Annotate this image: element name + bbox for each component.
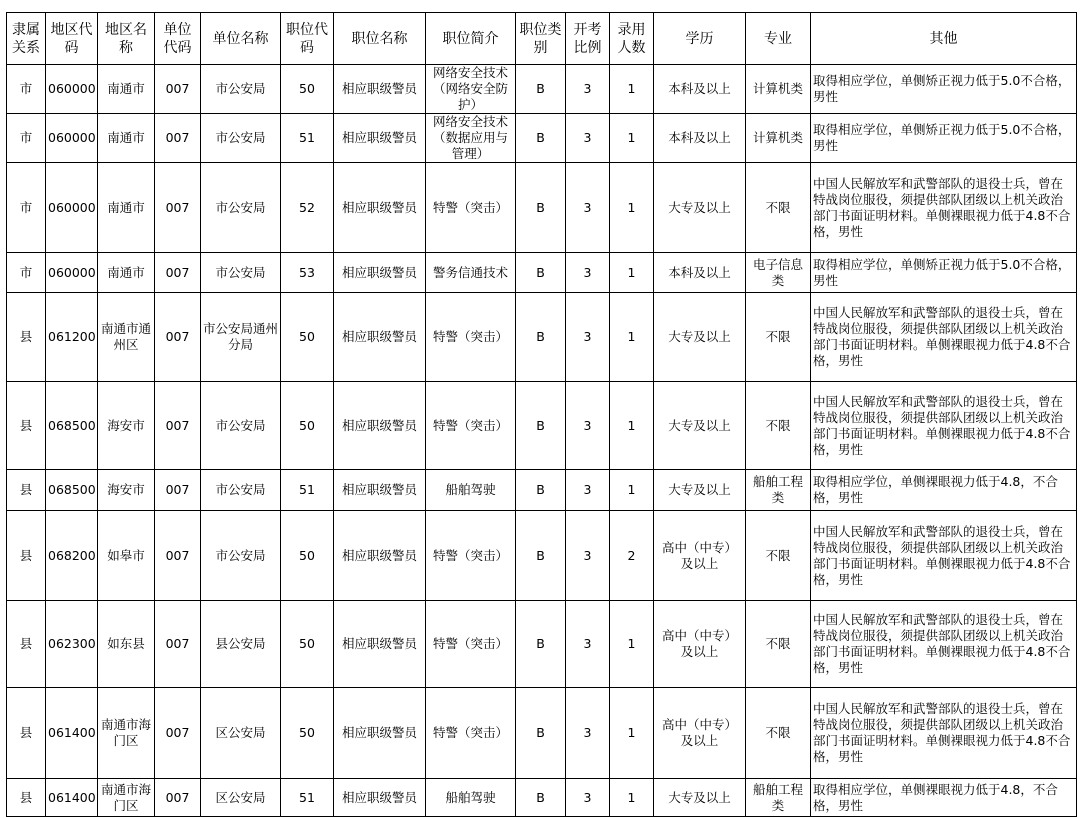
cell-unit-code: 007 <box>155 688 201 779</box>
cell-exam-ratio: 3 <box>566 601 610 688</box>
table-row <box>7 65 1077 114</box>
cell-region-code: 061400 <box>46 688 98 779</box>
cell-exam-ratio: 3 <box>566 688 610 779</box>
cell-other: 中国人民解放军和武警部队的退役士兵，曾在特战岗位服役，须提供部队团级以上机关政治部门书面证明材料。单侧裸眼视力低于4.8不合格，男性 <box>811 511 1077 601</box>
table-row <box>7 382 1077 470</box>
cell-description: 网络安全技术（网络安全防护） <box>426 65 516 114</box>
cell-education: 高中（中专）及以上 <box>654 511 746 601</box>
cell-region-code: 062300 <box>46 601 98 688</box>
header-affiliation: 隶属关系 <box>7 13 46 65</box>
cell-other: 中国人民解放军和武警部队的退役士兵，曾在特战岗位服役，须提供部队团级以上机关政治部门书面证明材料。单侧裸眼视力低于4.8不合格，男性 <box>811 688 1077 779</box>
header-region-name: 地区名称 <box>98 13 155 65</box>
cell-description: 船舶驾驶 <box>426 779 516 817</box>
cell-major: 不限 <box>746 293 811 382</box>
cell-position-name: 相应职级警员 <box>334 511 426 601</box>
cell-description: 警务信通技术 <box>426 253 516 293</box>
cell-hires: 1 <box>610 163 654 253</box>
cell-hires: 1 <box>610 293 654 382</box>
cell-major: 不限 <box>746 511 811 601</box>
cell-affiliation: 市 <box>7 114 46 163</box>
recruitment-table <box>6 12 1077 817</box>
cell-region-name: 南通市海门区 <box>98 688 155 779</box>
cell-region-code: 068500 <box>46 470 98 511</box>
cell-exam-ratio: 3 <box>566 470 610 511</box>
cell-major: 计算机类 <box>746 114 811 163</box>
cell-position-code: 51 <box>281 470 334 511</box>
cell-unit-code: 007 <box>155 601 201 688</box>
header-exam-ratio: 开考比例 <box>566 13 610 65</box>
cell-unit-code: 007 <box>155 382 201 470</box>
cell-hires: 1 <box>610 601 654 688</box>
table-row <box>7 470 1077 511</box>
header-education: 学历 <box>654 13 746 65</box>
header-unit-code: 单位代码 <box>155 13 201 65</box>
cell-hires: 1 <box>610 470 654 511</box>
cell-unit-code: 007 <box>155 293 201 382</box>
cell-exam-ratio: 3 <box>566 114 610 163</box>
cell-affiliation: 县 <box>7 688 46 779</box>
cell-category: B <box>516 779 566 817</box>
cell-major: 不限 <box>746 601 811 688</box>
cell-major: 不限 <box>746 382 811 470</box>
cell-region-name: 南通市通州区 <box>98 293 155 382</box>
cell-region-name: 南通市 <box>98 114 155 163</box>
header-description: 职位简介 <box>426 13 516 65</box>
cell-unit-name: 市公安局 <box>201 253 281 293</box>
cell-region-code: 061400 <box>46 779 98 817</box>
cell-position-name: 相应职级警员 <box>334 114 426 163</box>
cell-other: 中国人民解放军和武警部队的退役士兵，曾在特战岗位服役，须提供部队团级以上机关政治部门书面证明材料。单侧裸眼视力低于4.8不合格，男性 <box>811 382 1077 470</box>
cell-unit-name: 市公安局 <box>201 65 281 114</box>
cell-position-code: 50 <box>281 601 334 688</box>
cell-exam-ratio: 3 <box>566 253 610 293</box>
header-hires: 录用人数 <box>610 13 654 65</box>
cell-category: B <box>516 511 566 601</box>
cell-position-code: 51 <box>281 779 334 817</box>
cell-description: 特警（突击） <box>426 163 516 253</box>
cell-position-name: 相应职级警员 <box>334 688 426 779</box>
cell-position-code: 50 <box>281 511 334 601</box>
cell-category: B <box>516 470 566 511</box>
cell-other: 取得相应学位，单侧矫正视力低于5.0不合格，男性 <box>811 65 1077 114</box>
cell-unit-code: 007 <box>155 163 201 253</box>
cell-position-name: 相应职级警员 <box>334 779 426 817</box>
cell-region-code: 060000 <box>46 65 98 114</box>
cell-region-name: 南通市海门区 <box>98 779 155 817</box>
cell-position-code: 53 <box>281 253 334 293</box>
cell-major: 不限 <box>746 163 811 253</box>
cell-education: 高中（中专）及以上 <box>654 601 746 688</box>
cell-affiliation: 县 <box>7 293 46 382</box>
table-row <box>7 511 1077 601</box>
cell-category: B <box>516 253 566 293</box>
cell-position-code: 50 <box>281 65 334 114</box>
cell-affiliation: 县 <box>7 382 46 470</box>
cell-category: B <box>516 293 566 382</box>
cell-position-name: 相应职级警员 <box>334 163 426 253</box>
cell-other: 取得相应学位，单侧矫正视力低于5.0不合格，男性 <box>811 253 1077 293</box>
cell-description: 特警（突击） <box>426 688 516 779</box>
cell-major: 船舶工程类 <box>746 779 811 817</box>
cell-unit-code: 007 <box>155 470 201 511</box>
header-unit-name: 单位名称 <box>201 13 281 65</box>
cell-affiliation: 县 <box>7 470 46 511</box>
cell-description: 特警（突击） <box>426 511 516 601</box>
cell-exam-ratio: 3 <box>566 65 610 114</box>
cell-unit-name: 市公安局 <box>201 114 281 163</box>
cell-hires: 1 <box>610 114 654 163</box>
cell-region-code: 060000 <box>46 163 98 253</box>
header-position-name: 职位名称 <box>334 13 426 65</box>
cell-affiliation: 市 <box>7 253 46 293</box>
cell-unit-code: 007 <box>155 253 201 293</box>
cell-exam-ratio: 3 <box>566 163 610 253</box>
cell-affiliation: 县 <box>7 601 46 688</box>
cell-region-name: 如皋市 <box>98 511 155 601</box>
header-row <box>7 13 1077 65</box>
cell-description: 网络安全技术（数据应用与管理） <box>426 114 516 163</box>
cell-unit-code: 007 <box>155 779 201 817</box>
cell-category: B <box>516 688 566 779</box>
cell-region-code: 060000 <box>46 114 98 163</box>
cell-education: 本科及以上 <box>654 65 746 114</box>
cell-other: 取得相应学位，单侧裸眼视力低于4.8，不合格，男性 <box>811 779 1077 817</box>
cell-position-code: 52 <box>281 163 334 253</box>
cell-unit-name: 市公安局 <box>201 382 281 470</box>
cell-region-name: 海安市 <box>98 382 155 470</box>
cell-region-code: 061200 <box>46 293 98 382</box>
cell-unit-name: 市公安局 <box>201 163 281 253</box>
cell-category: B <box>516 65 566 114</box>
cell-region-name: 海安市 <box>98 470 155 511</box>
cell-category: B <box>516 601 566 688</box>
cell-major: 电子信息类 <box>746 253 811 293</box>
cell-position-code: 50 <box>281 293 334 382</box>
cell-education: 大专及以上 <box>654 382 746 470</box>
cell-position-name: 相应职级警员 <box>334 470 426 511</box>
cell-description: 特警（突击） <box>426 293 516 382</box>
header-category: 职位类别 <box>516 13 566 65</box>
table-row <box>7 293 1077 382</box>
cell-region-code: 068200 <box>46 511 98 601</box>
cell-education: 本科及以上 <box>654 253 746 293</box>
cell-position-code: 50 <box>281 688 334 779</box>
cell-unit-name: 区公安局 <box>201 779 281 817</box>
cell-region-code: 068500 <box>46 382 98 470</box>
cell-category: B <box>516 163 566 253</box>
cell-other: 中国人民解放军和武警部队的退役士兵，曾在特战岗位服役，须提供部队团级以上机关政治部门书面证明材料。单侧裸眼视力低于4.8不合格，男性 <box>811 601 1077 688</box>
cell-other: 中国人民解放军和武警部队的退役士兵，曾在特战岗位服役，须提供部队团级以上机关政治部门书面证明材料。单侧裸眼视力低于4.8不合格，男性 <box>811 163 1077 253</box>
cell-category: B <box>516 114 566 163</box>
cell-major: 计算机类 <box>746 65 811 114</box>
cell-hires: 1 <box>610 382 654 470</box>
cell-hires: 2 <box>610 511 654 601</box>
cell-unit-name: 市公安局 <box>201 511 281 601</box>
cell-affiliation: 市 <box>7 65 46 114</box>
cell-position-name: 相应职级警员 <box>334 65 426 114</box>
cell-hires: 1 <box>610 779 654 817</box>
cell-exam-ratio: 3 <box>566 293 610 382</box>
cell-region-name: 南通市 <box>98 253 155 293</box>
cell-education: 本科及以上 <box>654 114 746 163</box>
cell-region-name: 南通市 <box>98 65 155 114</box>
header-other: 其他 <box>811 13 1077 65</box>
cell-position-name: 相应职级警员 <box>334 601 426 688</box>
cell-hires: 1 <box>610 688 654 779</box>
cell-education: 大专及以上 <box>654 470 746 511</box>
cell-hires: 1 <box>610 65 654 114</box>
cell-description: 特警（突击） <box>426 601 516 688</box>
cell-region-code: 060000 <box>46 253 98 293</box>
cell-education: 高中（中专）及以上 <box>654 688 746 779</box>
cell-education: 大专及以上 <box>654 779 746 817</box>
header-region-code: 地区代码 <box>46 13 98 65</box>
cell-unit-name: 市公安局 <box>201 470 281 511</box>
cell-position-name: 相应职级警员 <box>334 382 426 470</box>
table-row <box>7 779 1077 817</box>
cell-affiliation: 县 <box>7 511 46 601</box>
cell-position-code: 51 <box>281 114 334 163</box>
cell-affiliation: 县 <box>7 779 46 817</box>
cell-exam-ratio: 3 <box>566 511 610 601</box>
cell-category: B <box>516 382 566 470</box>
table-row <box>7 688 1077 779</box>
cell-education: 大专及以上 <box>654 163 746 253</box>
cell-unit-name: 市公安局通州分局 <box>201 293 281 382</box>
cell-exam-ratio: 3 <box>566 779 610 817</box>
cell-unit-name: 县公安局 <box>201 601 281 688</box>
cell-major: 不限 <box>746 688 811 779</box>
table-row <box>7 253 1077 293</box>
cell-position-name: 相应职级警员 <box>334 293 426 382</box>
cell-affiliation: 市 <box>7 163 46 253</box>
table-row <box>7 601 1077 688</box>
cell-other: 取得相应学位，单侧矫正视力低于5.0不合格，男性 <box>811 114 1077 163</box>
cell-unit-code: 007 <box>155 511 201 601</box>
cell-education: 大专及以上 <box>654 293 746 382</box>
cell-position-code: 50 <box>281 382 334 470</box>
cell-other: 取得相应学位，单侧裸眼视力低于4.8，不合格，男性 <box>811 470 1077 511</box>
cell-position-name: 相应职级警员 <box>334 253 426 293</box>
header-major: 专业 <box>746 13 811 65</box>
table-row <box>7 114 1077 163</box>
cell-region-name: 如东县 <box>98 601 155 688</box>
cell-hires: 1 <box>610 253 654 293</box>
cell-description: 特警（突击） <box>426 382 516 470</box>
cell-major: 船舶工程类 <box>746 470 811 511</box>
cell-unit-code: 007 <box>155 65 201 114</box>
cell-exam-ratio: 3 <box>566 382 610 470</box>
cell-unit-code: 007 <box>155 114 201 163</box>
cell-unit-name: 区公安局 <box>201 688 281 779</box>
cell-description: 船舶驾驶 <box>426 470 516 511</box>
header-position-code: 职位代码 <box>281 13 334 65</box>
cell-other: 中国人民解放军和武警部队的退役士兵，曾在特战岗位服役，须提供部队团级以上机关政治部门书面证明材料。单侧裸眼视力低于4.8不合格，男性 <box>811 293 1077 382</box>
cell-region-name: 南通市 <box>98 163 155 253</box>
table-row <box>7 163 1077 253</box>
